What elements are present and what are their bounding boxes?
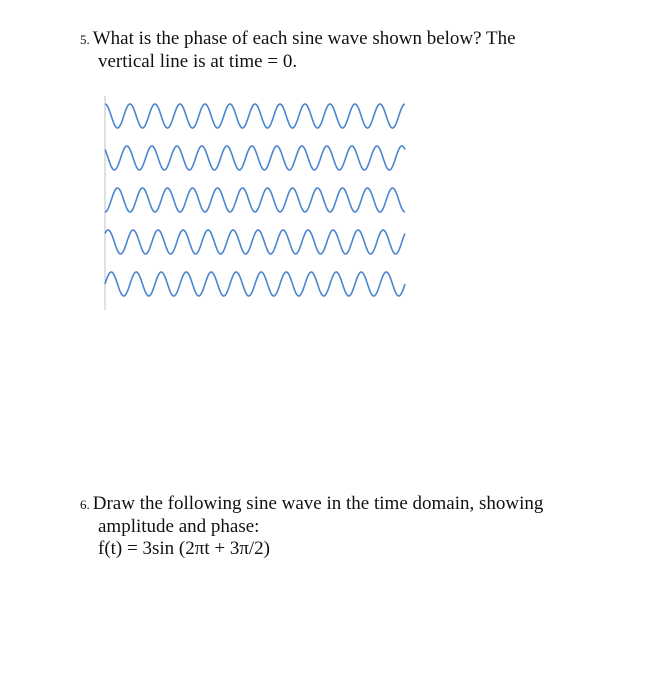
question-6 [80,493,600,560]
question-6-line-1 [80,493,600,516]
sine-wave-3 [105,188,405,212]
question-5-number: 5. [80,32,90,47]
question-5-text-1: What is the phase of each sine wave shown below? The [92,28,516,49]
question-6-text-2: amplitude and phase: [98,516,260,537]
question-5-text-2: vertical line is at time = 0. [98,51,298,72]
question-5 [80,28,600,73]
question-6-formula: f(t) = 3sin (2πt + 3π/2) [98,538,271,559]
sine-wave-group [105,104,405,296]
sine-wave-1 [105,104,405,128]
sine-wave-2 [105,146,405,170]
sine-wave-4 [105,230,405,254]
sine-waves-figure [95,92,407,314]
sine-wave-5 [105,272,405,296]
question-6-text-1: Draw the following sine wave in the time domain, showing [92,493,544,514]
question-5-line-1 [80,28,600,51]
question-6-number: 6. [80,497,90,512]
